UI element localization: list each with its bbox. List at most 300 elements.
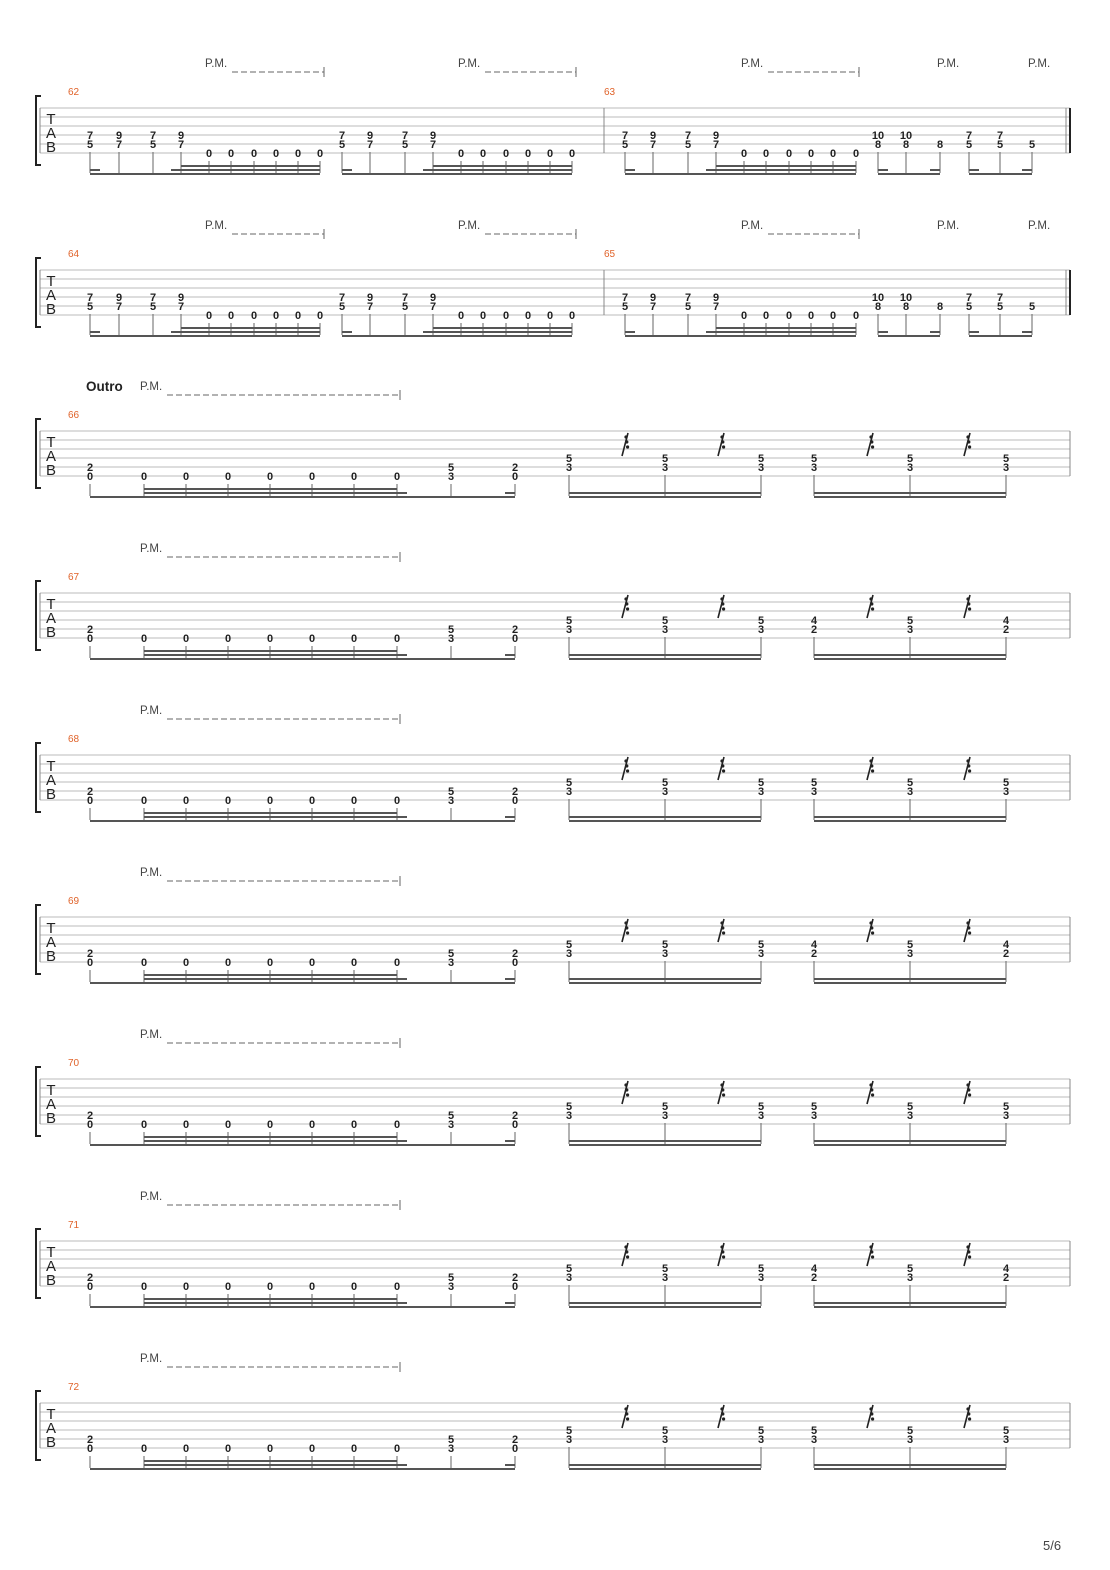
rest-dot [626, 607, 629, 610]
fret-number: 9 [366, 130, 374, 142]
fret-number: 3 [906, 786, 914, 798]
fret-number: 8 [902, 301, 910, 313]
fret-number: 7 [684, 292, 692, 304]
fret-number: 5 [684, 139, 692, 151]
fret-number: 2 [810, 624, 818, 636]
fret-number: 0 [502, 310, 510, 322]
fret-number: 4 [1002, 615, 1010, 627]
fret-number: 0 [546, 148, 554, 160]
rest-dot [869, 1407, 872, 1410]
fret-number: 5 [565, 939, 573, 951]
fret-number: 5 [661, 1263, 669, 1275]
rest-dot [624, 1407, 627, 1410]
rest-dot [720, 921, 723, 924]
fret-number: 0 [294, 148, 302, 160]
fret-number: 10 [871, 130, 885, 142]
fret-number: 7 [177, 139, 185, 151]
fret-number: 0 [86, 795, 94, 807]
fret-number: 5 [661, 1425, 669, 1437]
palm-mute-label: P.M. [205, 220, 228, 232]
rest-dot [968, 1093, 971, 1096]
fret-number: 5 [661, 615, 669, 627]
fret-number: 0 [852, 310, 860, 322]
rest-dot [624, 1083, 627, 1086]
fret-number: 5 [661, 453, 669, 465]
fret-number: 3 [447, 1281, 455, 1293]
fret-number: 0 [762, 148, 770, 160]
rest-dot [720, 1407, 723, 1410]
rest-dot [624, 759, 627, 762]
tab-clef-letter: T [46, 1082, 56, 1099]
fret-number: 2 [86, 624, 94, 636]
rest-dot [966, 1245, 969, 1248]
fret-number: 4 [1002, 1263, 1010, 1275]
fret-number: 0 [205, 148, 213, 160]
rest-dot [721, 1412, 724, 1415]
rest-dot [869, 759, 872, 762]
fret-number: 5 [1002, 777, 1010, 789]
fret-number: 7 [115, 301, 123, 313]
rest-dot [869, 597, 872, 600]
palm-mute-label: P.M. [140, 1191, 163, 1203]
fret-number: 4 [810, 1263, 818, 1275]
fret-number: 3 [661, 1272, 669, 1284]
fret-number: 0 [807, 310, 815, 322]
rest-dot [871, 769, 874, 772]
fret-number: 5 [401, 139, 409, 151]
fret-number: 0 [393, 795, 401, 807]
rest-dot [968, 769, 971, 772]
fret-number: 5 [906, 1101, 914, 1113]
rest-dot [720, 435, 723, 438]
fret-number: 2 [86, 1272, 94, 1284]
fret-number: 5 [661, 1101, 669, 1113]
fret-number: 0 [393, 633, 401, 645]
rest-dot [968, 931, 971, 934]
rest-dot [870, 1412, 873, 1415]
fret-number: 0 [224, 795, 232, 807]
rest-dot [967, 1250, 970, 1253]
fret-number: 0 [457, 148, 465, 160]
fret-number: 2 [511, 1434, 519, 1446]
fret-number: 5 [565, 777, 573, 789]
fret-number: 2 [1002, 948, 1010, 960]
fret-number: 0 [224, 1281, 232, 1293]
tab-clef-letter: T [46, 111, 56, 128]
fret-number: 9 [649, 130, 657, 142]
fret-number: 0 [266, 1119, 274, 1131]
fret-number: 3 [565, 1272, 573, 1284]
rest-dot [626, 1093, 629, 1096]
fret-number: 5 [757, 453, 765, 465]
rest-dot [967, 1412, 970, 1415]
palm-mute-label: P.M. [140, 867, 163, 879]
tab-clef-letter: A [45, 125, 57, 142]
rest-dot [966, 1083, 969, 1086]
palm-mute-label: P.M. [458, 220, 481, 232]
rest-dot [968, 1255, 971, 1258]
tab-clef-letter: B [45, 1272, 57, 1289]
fret-number: 0 [272, 148, 280, 160]
fret-number: 10 [899, 292, 913, 304]
rest-dot [870, 764, 873, 767]
rest-dot [722, 1255, 725, 1258]
rest-dot [626, 769, 629, 772]
fret-number: 0 [308, 1443, 316, 1455]
fret-number: 3 [757, 1110, 765, 1122]
fret-number: 0 [524, 148, 532, 160]
fret-number: 8 [902, 139, 910, 151]
fret-number: 7 [712, 301, 720, 313]
fret-number: 3 [447, 471, 455, 483]
fret-number: 9 [712, 292, 720, 304]
fret-number: 2 [86, 462, 94, 474]
fret-number: 7 [149, 292, 157, 304]
fret-number: 5 [1028, 139, 1036, 151]
palm-mute-label: P.M. [140, 1353, 163, 1365]
fret-number: 5 [565, 1263, 573, 1275]
fret-number: 5 [906, 777, 914, 789]
tab-clef-letter: B [45, 1110, 57, 1127]
tab-clef-letter: T [46, 596, 56, 613]
fret-number: 9 [177, 130, 185, 142]
fret-number: 7 [712, 139, 720, 151]
fret-number: 9 [115, 130, 123, 142]
fret-number: 5 [565, 453, 573, 465]
fret-number: 0 [785, 310, 793, 322]
fret-number: 0 [511, 795, 519, 807]
rest-dot [625, 440, 628, 443]
fret-number: 5 [1002, 1425, 1010, 1437]
fret-number: 0 [350, 1281, 358, 1293]
fret-number: 3 [447, 795, 455, 807]
fret-number: 0 [807, 148, 815, 160]
rest-dot [966, 597, 969, 600]
palm-mute-label: P.M. [140, 381, 163, 393]
tab-clef-letter: A [45, 287, 57, 304]
fret-number: 9 [177, 292, 185, 304]
fret-number: 0 [308, 633, 316, 645]
fret-number: 8 [874, 301, 882, 313]
tab-clef-letter: B [45, 301, 57, 318]
fret-number: 5 [338, 139, 346, 151]
fret-number: 2 [810, 948, 818, 960]
fret-number: 5 [757, 777, 765, 789]
fret-number: 0 [140, 633, 148, 645]
tab-clef-letter: T [46, 273, 56, 290]
fret-number: 0 [502, 148, 510, 160]
rest-dot [871, 607, 874, 610]
fret-number: 0 [140, 795, 148, 807]
fret-number: 0 [785, 148, 793, 160]
fret-number: 3 [810, 1434, 818, 1446]
fret-number: 7 [965, 292, 973, 304]
fret-number: 0 [266, 471, 274, 483]
fret-number: 0 [308, 1119, 316, 1131]
tab-clef-letter: A [45, 934, 57, 951]
tab-clef-letter: A [45, 1258, 57, 1275]
fret-number: 3 [757, 1434, 765, 1446]
rest-dot [870, 602, 873, 605]
fret-number: 9 [366, 292, 374, 304]
tab-clef-letter: A [45, 448, 57, 465]
rest-dot [625, 1088, 628, 1091]
rest-dot [968, 445, 971, 448]
fret-number: 3 [447, 1119, 455, 1131]
fret-number: 3 [906, 624, 914, 636]
fret-number: 0 [829, 310, 837, 322]
rest-dot [967, 926, 970, 929]
fret-number: 3 [1002, 1110, 1010, 1122]
fret-number: 0 [393, 1119, 401, 1131]
measure-number: 69 [68, 896, 80, 907]
fret-number: 7 [86, 130, 94, 142]
fret-number: 0 [182, 471, 190, 483]
measure-number: 72 [68, 1382, 80, 1393]
tab-clef-letter: T [46, 920, 56, 937]
fret-number: 2 [511, 462, 519, 474]
tab-clef-letter: T [46, 1406, 56, 1423]
fret-number: 0 [511, 1443, 519, 1455]
fret-number: 0 [272, 310, 280, 322]
rest-dot [626, 931, 629, 934]
fret-number: 0 [350, 1443, 358, 1455]
palm-mute-label: P.M. [140, 1029, 163, 1041]
fret-number: 7 [649, 139, 657, 151]
rest-dot [966, 759, 969, 762]
fret-number: 2 [511, 948, 519, 960]
fret-number: 0 [350, 471, 358, 483]
rest-dot [722, 1417, 725, 1420]
fret-number: 3 [661, 624, 669, 636]
rest-dot [871, 931, 874, 934]
fret-number: 3 [565, 462, 573, 474]
rest-dot [871, 1093, 874, 1096]
fret-number: 0 [511, 957, 519, 969]
fret-number: 0 [393, 1281, 401, 1293]
fret-number: 0 [546, 310, 554, 322]
fret-number: 0 [86, 957, 94, 969]
fret-number: 3 [906, 948, 914, 960]
fret-number: 5 [661, 777, 669, 789]
tab-clef-letter: B [45, 624, 57, 641]
tab-clef-letter: T [46, 1244, 56, 1261]
palm-mute-label: P.M. [140, 543, 163, 555]
fret-number: 5 [149, 139, 157, 151]
fret-number: 5 [996, 301, 1004, 313]
fret-number: 5 [965, 139, 973, 151]
rest-dot [871, 1255, 874, 1258]
fret-number: 3 [661, 462, 669, 474]
fret-number: 8 [936, 301, 944, 313]
fret-number: 7 [401, 130, 409, 142]
fret-number: 5 [810, 1425, 818, 1437]
fret-number: 0 [182, 1443, 190, 1455]
fret-number: 3 [757, 624, 765, 636]
fret-number: 0 [86, 471, 94, 483]
rest-dot [870, 440, 873, 443]
fret-number: 5 [757, 1263, 765, 1275]
fret-number: 7 [684, 130, 692, 142]
rest-dot [721, 764, 724, 767]
fret-number: 5 [996, 139, 1004, 151]
fret-number: 5 [565, 1425, 573, 1437]
rest-dot [967, 764, 970, 767]
fret-number: 0 [308, 471, 316, 483]
rest-dot [625, 764, 628, 767]
fret-number: 0 [294, 310, 302, 322]
fret-number: 7 [429, 301, 437, 313]
fret-number: 5 [661, 939, 669, 951]
fret-number: 0 [350, 795, 358, 807]
fret-number: 0 [86, 1281, 94, 1293]
fret-number: 0 [308, 1281, 316, 1293]
fret-number: 0 [266, 1281, 274, 1293]
fret-number: 4 [810, 939, 818, 951]
fret-number: 3 [810, 462, 818, 474]
fret-number: 0 [140, 1119, 148, 1131]
fret-number: 5 [447, 1110, 455, 1122]
fret-number: 0 [308, 957, 316, 969]
rest-dot [625, 926, 628, 929]
fret-number: 3 [447, 957, 455, 969]
fret-number: 0 [511, 1119, 519, 1131]
palm-mute-label: P.M. [205, 58, 228, 70]
rest-dot [870, 1088, 873, 1091]
rest-dot [625, 1412, 628, 1415]
fret-number: 2 [511, 624, 519, 636]
measure-number: 63 [604, 87, 616, 98]
fret-number: 2 [86, 786, 94, 798]
rest-dot [626, 445, 629, 448]
fret-number: 0 [227, 310, 235, 322]
fret-number: 3 [661, 786, 669, 798]
fret-number: 5 [906, 1425, 914, 1437]
fret-number: 0 [568, 148, 576, 160]
rest-dot [967, 602, 970, 605]
rest-dot [721, 1250, 724, 1253]
rest-dot [967, 1088, 970, 1091]
measure-number: 64 [68, 249, 80, 260]
rest-dot [720, 1083, 723, 1086]
fret-number: 4 [1002, 939, 1010, 951]
rest-dot [721, 602, 724, 605]
fret-number: 3 [906, 1110, 914, 1122]
fret-number: 5 [149, 301, 157, 313]
fret-number: 5 [565, 615, 573, 627]
rest-dot [966, 921, 969, 924]
fret-number: 5 [447, 624, 455, 636]
tab-clef-letter: B [45, 1434, 57, 1451]
page-number: 5/6 [1043, 1538, 1062, 1553]
fret-number: 3 [1002, 462, 1010, 474]
fret-number: 3 [565, 1110, 573, 1122]
rest-dot [871, 445, 874, 448]
tab-clef-letter: B [45, 948, 57, 965]
fret-number: 5 [757, 615, 765, 627]
palm-mute-label: P.M. [458, 58, 481, 70]
rest-dot [720, 597, 723, 600]
rest-dot [720, 759, 723, 762]
rest-dot [869, 1245, 872, 1248]
rest-dot [870, 926, 873, 929]
fret-number: 9 [115, 292, 123, 304]
fret-number: 7 [149, 130, 157, 142]
fret-number: 2 [86, 1434, 94, 1446]
tab-clef-letter: A [45, 1420, 57, 1437]
fret-number: 7 [177, 301, 185, 313]
fret-number: 0 [740, 148, 748, 160]
fret-number: 5 [1002, 453, 1010, 465]
fret-number: 5 [757, 939, 765, 951]
rest-dot [871, 1417, 874, 1420]
fret-number: 7 [338, 130, 346, 142]
fret-number: 0 [266, 957, 274, 969]
fret-number: 5 [757, 1425, 765, 1437]
fret-number: 3 [447, 1443, 455, 1455]
rest-dot [869, 435, 872, 438]
fret-number: 0 [182, 1119, 190, 1131]
fret-number: 3 [1002, 1434, 1010, 1446]
fret-number: 7 [965, 130, 973, 142]
fret-number: 7 [86, 292, 94, 304]
fret-number: 0 [224, 957, 232, 969]
fret-number: 8 [936, 139, 944, 151]
fret-number: 3 [757, 462, 765, 474]
rest-dot [721, 440, 724, 443]
measure-number: 71 [68, 1220, 80, 1231]
rest-dot [626, 1417, 629, 1420]
fret-number: 9 [712, 130, 720, 142]
fret-number: 7 [996, 130, 1004, 142]
fret-number: 0 [266, 795, 274, 807]
fret-number: 2 [1002, 624, 1010, 636]
fret-number: 5 [401, 301, 409, 313]
rest-dot [870, 1250, 873, 1253]
fret-number: 3 [447, 633, 455, 645]
fret-number: 0 [511, 1281, 519, 1293]
rest-dot [626, 1255, 629, 1258]
fret-number: 5 [810, 453, 818, 465]
tab-clef-letter: B [45, 786, 57, 803]
measure-number: 65 [604, 249, 616, 260]
fret-number: 5 [684, 301, 692, 313]
fret-number: 5 [447, 462, 455, 474]
fret-number: 3 [810, 786, 818, 798]
palm-mute-label: P.M. [937, 220, 960, 232]
rest-dot [869, 1083, 872, 1086]
rest-dot [722, 445, 725, 448]
fret-number: 0 [350, 1119, 358, 1131]
palm-mute-label: P.M. [1028, 220, 1051, 232]
fret-number: 3 [757, 1272, 765, 1284]
fret-number: 5 [621, 301, 629, 313]
fret-number: 5 [906, 939, 914, 951]
fret-number: 0 [140, 471, 148, 483]
fret-number: 0 [86, 1443, 94, 1455]
fret-number: 0 [205, 310, 213, 322]
fret-number: 0 [182, 1281, 190, 1293]
fret-number: 0 [852, 148, 860, 160]
palm-mute-label: P.M. [1028, 58, 1051, 70]
fret-number: 9 [649, 292, 657, 304]
fret-number: 5 [757, 1101, 765, 1113]
tab-clef-letter: B [45, 462, 57, 479]
fret-number: 5 [906, 453, 914, 465]
fret-number: 0 [524, 310, 532, 322]
fret-number: 5 [447, 1434, 455, 1446]
rest-dot [722, 1093, 725, 1096]
